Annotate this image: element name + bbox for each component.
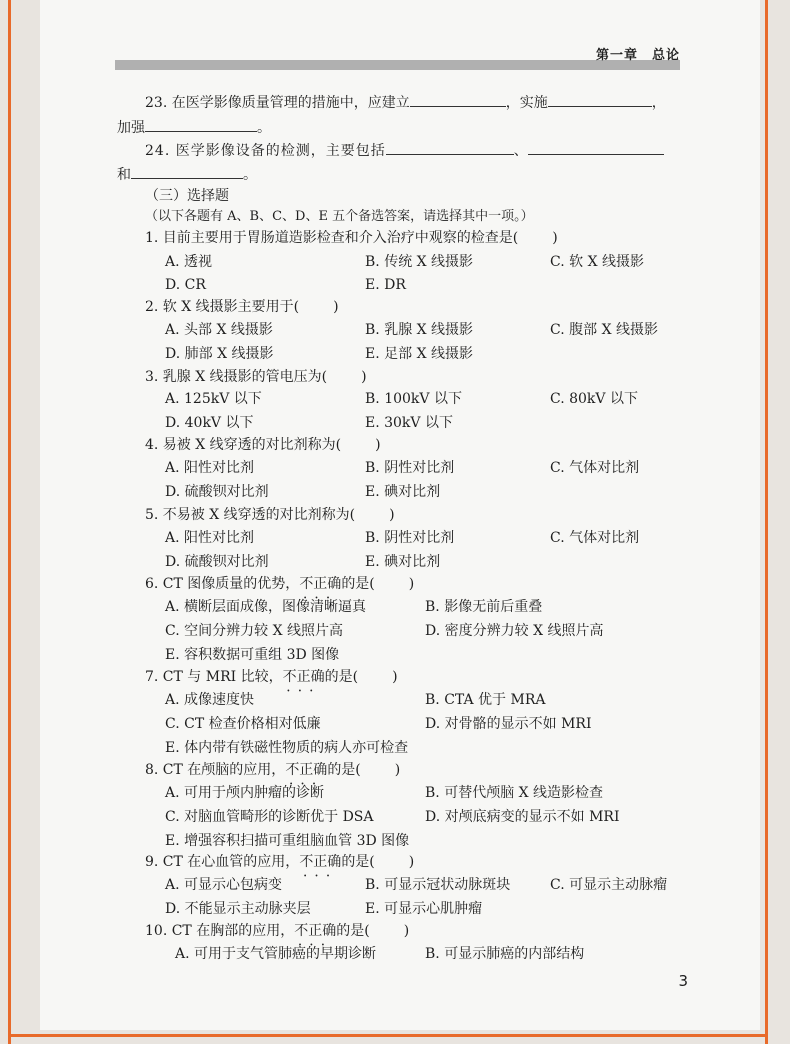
chapter-title: 总论 [651, 48, 680, 63]
question-7-stem: 7. CT 与 MRI 比较，不正确 • • •的是( ) [145, 667, 398, 687]
question-6-option-E: E. 容积数据可重组 3D 图像 [165, 647, 340, 663]
question-2-stem: 2. 软 X 线摄影主要用于( ) [145, 299, 339, 315]
question-9-option-A: A. 可显示心包病变 [165, 877, 283, 893]
page-number: 3 [678, 972, 688, 990]
question-6-option-C: C. 空间分辨力较 X 线照片高 [165, 623, 343, 639]
question-4-stem: 4. 易被 X 线穿透的对比剂称为( ) [145, 437, 381, 453]
question-6-option-D: D. 密度分辨力较 X 线照片高 [425, 623, 604, 639]
question-1-option-B: B. 传统 X 线摄影 [365, 254, 474, 270]
section-title: （三）选择题 [145, 188, 229, 204]
question-7-option-A: A. 成像速度快 [165, 692, 255, 708]
question-4-option-B: B. 阴性对比剂 [365, 460, 455, 476]
emphasis-marked-text: 不正确 • • • [299, 852, 341, 872]
question-8-option-A: A. 可用于颅内肿瘤的诊断 [165, 785, 325, 801]
question-5-option-E: E. 碘对比剂 [365, 554, 441, 570]
question-24-line1: 24. 医学影像设备的检测，主要包括 、 [145, 140, 664, 161]
question-3-option-D: D. 40kV 以下 [165, 415, 254, 431]
question-2-option-E: E. 足部 X 线摄影 [365, 346, 473, 362]
running-header [596, 44, 680, 63]
question-7-option-D: D. 对骨骼的显示不如 MRI [425, 716, 592, 732]
question-7-option-B: B. CTA 优于 MRA [425, 692, 546, 708]
question-1-option-A: A. 透视 [165, 254, 213, 270]
question-24-line2: 和 。 [117, 164, 257, 185]
question-1-option-C: C. 软 X 线摄影 [550, 254, 644, 270]
question-2-option-B: B. 乳腺 X 线摄影 [365, 322, 474, 338]
question-1-stem: 1. 目前主要用于胃肠道造影检查和介入治疗中观察的检查是( ) [145, 230, 558, 246]
question-23-line2: 加强 。 [117, 117, 271, 138]
question-3-option-B: B. 100kV 以下 [365, 391, 462, 407]
question-8-stem: 8. CT 在颅脑的应用，不正确 • • •的是( ) [145, 760, 400, 780]
question-10-option-B: B. 可显示肺癌的内部结构 [425, 946, 585, 962]
question-4-option-A: A. 阳性对比剂 [165, 460, 255, 476]
question-5-option-C: C. 气体对比剂 [550, 530, 640, 546]
emphasis-marked-text: 不正确 • • • [285, 760, 327, 780]
frame-bottom-border [8, 1034, 768, 1037]
question-6-stem: 6. CT 图像质量的优势，不正确 • • •的是( ) [145, 574, 414, 594]
question-9-option-D: D. 不能显示主动脉夹层 [165, 901, 311, 917]
emphasis-marked-text: 不正确 • • • [294, 921, 336, 941]
question-5-option-B: B. 阴性对比剂 [365, 530, 455, 546]
question-3-option-E: E. 30kV 以下 [365, 415, 453, 431]
emphasis-marked-text: 不正确 • • • [283, 667, 325, 687]
question-9-option-C: C. 可显示主动脉瘤 [550, 877, 668, 893]
question-4-option-C: C. 气体对比剂 [550, 460, 640, 476]
question-3-option-A: A. 125kV 以下 [165, 391, 262, 407]
question-23-line1: 23. 在医学影像质量管理的措施中，应建立 ，实施 ， [145, 92, 666, 113]
question-7-option-E: E. 体内带有铁磁性物质的病人亦可检查 [165, 740, 409, 756]
question-4-option-D: D. 硫酸钡对比剂 [165, 484, 269, 500]
question-8-option-B: B. 可替代颅脑 X 线造影检查 [425, 785, 604, 801]
emphasis-marked-text: 不正确 • • • [299, 574, 341, 594]
question-10-stem: 10. CT 在胸部的应用，不正确 • • •的是( ) [145, 921, 409, 941]
question-1-option-E: E. DR [365, 277, 406, 293]
question-10-option-A: A. 可用于支气管肺癌的早期诊断 [175, 946, 377, 962]
question-9-stem: 9. CT 在心血管的应用，不正确 • • •的是( ) [145, 852, 414, 872]
question-8-option-D: D. 对颅底病变的显示不如 MRI [425, 809, 620, 825]
chapter-label: 第一章 [595, 48, 638, 63]
question-8-option-E: E. 增强容积扫描可重组脑血管 3D 图像 [165, 833, 410, 849]
question-5-option-D: D. 硫酸钡对比剂 [165, 554, 269, 570]
question-1-option-D: D. CR [165, 277, 206, 293]
question-2-option-A: A. 头部 X 线摄影 [165, 322, 273, 338]
question-8-option-C: C. 对脑血管畸形的诊断优于 DSA [165, 809, 374, 825]
question-9-option-B: B. 可显示冠状动脉斑块 [365, 877, 511, 893]
question-3-stem: 3. 乳腺 X 线摄影的管电压为( ) [145, 369, 367, 385]
question-2-option-C: C. 腹部 X 线摄影 [550, 322, 658, 338]
question-4-option-E: E. 碘对比剂 [365, 484, 441, 500]
question-5-option-A: A. 阳性对比剂 [165, 530, 255, 546]
question-7-option-C: C. CT 检查价格相对低廉 [165, 716, 321, 732]
section-instruction: （以下各题有 A、B、C、D、E 五个备选答案，请选择其中一项。） [145, 209, 534, 224]
question-5-stem: 5. 不易被 X 线穿透的对比剂称为( ) [145, 507, 395, 523]
question-6-option-B: B. 影像无前后重叠 [425, 599, 543, 615]
question-6-option-A: A. 横断层面成像，图像清晰逼真 [165, 599, 367, 615]
question-2-option-D: D. 肺部 X 线摄影 [165, 346, 274, 362]
question-3-option-C: C. 80kV 以下 [550, 391, 638, 407]
question-9-option-E: E. 可显示心肌肿瘤 [365, 901, 483, 917]
